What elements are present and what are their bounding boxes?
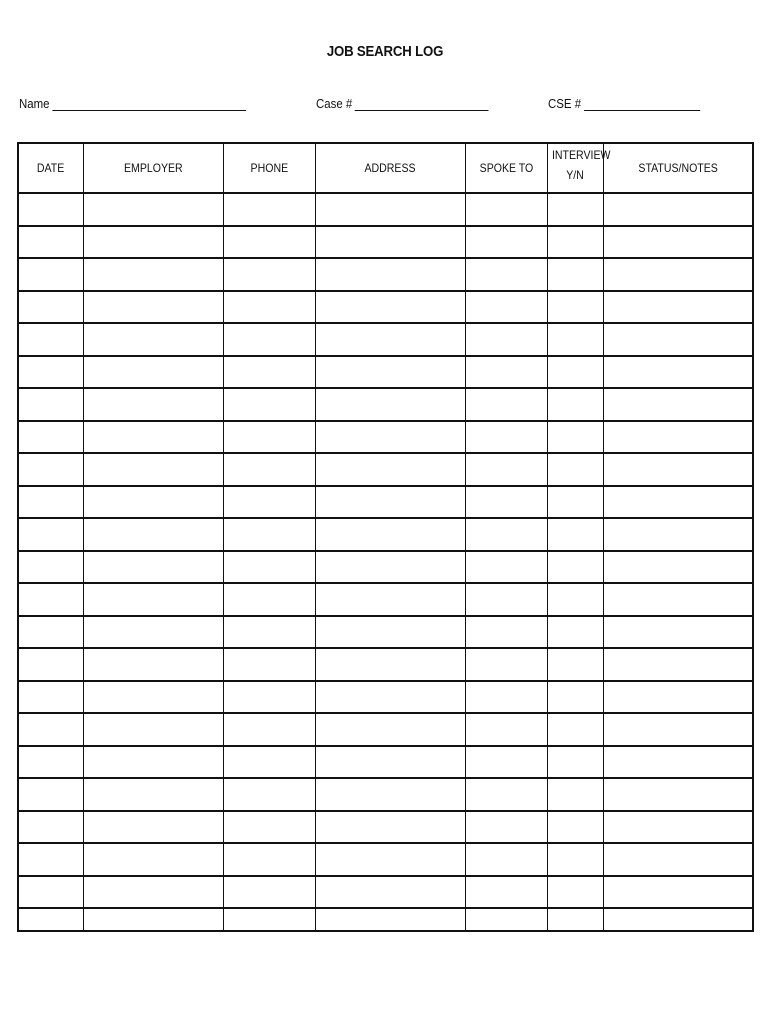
cell-spoke-to[interactable]: [465, 453, 547, 486]
cell-spoke-to[interactable]: [465, 193, 547, 226]
table-body: [18, 193, 753, 931]
cell-spoke-to[interactable]: [465, 713, 547, 746]
table-row: [18, 746, 753, 779]
column-header-phone: PHONE: [223, 143, 315, 193]
cell-employer[interactable]: [83, 421, 223, 454]
cell-address[interactable]: [315, 843, 465, 876]
table-row: [18, 193, 753, 226]
table-row: [18, 811, 753, 844]
cell-interview[interactable]: [547, 518, 603, 551]
cell-spoke-to[interactable]: [465, 908, 547, 931]
cell-address[interactable]: [315, 226, 465, 259]
cell-date[interactable]: [18, 551, 83, 584]
table-row: [18, 421, 753, 454]
cell-spoke-to[interactable]: [465, 811, 547, 844]
page-title: JOB SEARCH LOG: [326, 43, 444, 60]
cell-address[interactable]: [315, 681, 465, 714]
cell-status-notes[interactable]: [603, 876, 753, 909]
cell-phone[interactable]: [223, 193, 315, 226]
cell-spoke-to[interactable]: [465, 518, 547, 551]
cell-address[interactable]: [315, 258, 465, 291]
cell-spoke-to[interactable]: [465, 616, 547, 649]
cell-status-notes[interactable]: [603, 291, 753, 324]
table-row: [18, 713, 753, 746]
cell-interview[interactable]: [547, 811, 603, 844]
cell-spoke-to[interactable]: [465, 843, 547, 876]
cell-employer[interactable]: [83, 193, 223, 226]
cell-address[interactable]: [315, 811, 465, 844]
cell-date[interactable]: [18, 746, 83, 779]
cell-spoke-to[interactable]: [465, 876, 547, 909]
cell-interview[interactable]: [547, 421, 603, 454]
cell-address[interactable]: [315, 583, 465, 616]
table-row: [18, 518, 753, 551]
table-row: [18, 876, 753, 909]
case-blank-line[interactable]: [355, 96, 489, 111]
table-row: [18, 323, 753, 356]
column-header-spoke-to: SPOKE TO: [465, 143, 547, 193]
cell-employer[interactable]: [83, 746, 223, 779]
table-row: [18, 681, 753, 714]
cell-spoke-to[interactable]: [465, 388, 547, 421]
column-header-employer: EMPLOYER: [83, 143, 223, 193]
cell-phone[interactable]: [223, 583, 315, 616]
cell-address[interactable]: [315, 291, 465, 324]
cell-interview[interactable]: [547, 843, 603, 876]
table-row: [18, 453, 753, 486]
cse-label: CSE #: [548, 96, 582, 111]
cell-status-notes[interactable]: [603, 843, 753, 876]
table-row: [18, 291, 753, 324]
cell-date[interactable]: [18, 453, 83, 486]
cell-spoke-to[interactable]: [465, 583, 547, 616]
cell-phone[interactable]: [223, 323, 315, 356]
cell-employer[interactable]: [83, 616, 223, 649]
cell-phone[interactable]: [223, 681, 315, 714]
cse-blank-line[interactable]: [584, 96, 700, 111]
cell-phone[interactable]: [223, 843, 315, 876]
cell-status-notes[interactable]: [603, 518, 753, 551]
cell-status-notes[interactable]: [603, 778, 753, 811]
cell-spoke-to[interactable]: [465, 746, 547, 779]
table-row: [18, 356, 753, 389]
cell-address[interactable]: [315, 486, 465, 519]
cell-address[interactable]: [315, 421, 465, 454]
cell-interview[interactable]: [547, 453, 603, 486]
cell-address[interactable]: [315, 518, 465, 551]
column-header-date: DATE: [18, 143, 83, 193]
cell-phone[interactable]: [223, 453, 315, 486]
column-header-status-notes: STATUS/NOTES: [603, 143, 753, 193]
cell-address[interactable]: [315, 193, 465, 226]
cell-address[interactable]: [315, 648, 465, 681]
cell-date[interactable]: [18, 843, 83, 876]
cell-spoke-to[interactable]: [465, 356, 547, 389]
cell-interview[interactable]: [547, 648, 603, 681]
cell-status-notes[interactable]: [603, 551, 753, 584]
cell-date[interactable]: [18, 908, 83, 931]
cell-interview[interactable]: [547, 583, 603, 616]
cell-employer[interactable]: [83, 453, 223, 486]
cell-interview[interactable]: [547, 746, 603, 779]
cell-date[interactable]: [18, 648, 83, 681]
cell-address[interactable]: [315, 616, 465, 649]
cell-employer[interactable]: [83, 388, 223, 421]
cell-employer[interactable]: [83, 908, 223, 931]
cell-interview[interactable]: [547, 291, 603, 324]
cell-date[interactable]: [18, 616, 83, 649]
cell-phone[interactable]: [223, 226, 315, 259]
cell-status-notes[interactable]: [603, 258, 753, 291]
cell-employer[interactable]: [83, 258, 223, 291]
cell-phone[interactable]: [223, 811, 315, 844]
cell-address[interactable]: [315, 713, 465, 746]
table-row: [18, 648, 753, 681]
cell-date[interactable]: [18, 193, 83, 226]
interview-header-line2: Y/N: [566, 168, 584, 182]
cell-date[interactable]: [18, 713, 83, 746]
cell-status-notes[interactable]: [603, 226, 753, 259]
cell-employer[interactable]: [83, 876, 223, 909]
cell-address[interactable]: [315, 876, 465, 909]
column-header-address: ADDRESS: [315, 143, 465, 193]
cell-employer[interactable]: [83, 583, 223, 616]
column-header-interview: [547, 143, 610, 193]
table-row: [18, 258, 753, 291]
cell-interview[interactable]: [547, 388, 603, 421]
cell-employer[interactable]: [83, 518, 223, 551]
table-row: [18, 616, 753, 649]
cell-phone[interactable]: [223, 713, 315, 746]
cell-spoke-to[interactable]: [465, 551, 547, 584]
cell-employer[interactable]: [83, 811, 223, 844]
cell-interview[interactable]: [547, 551, 603, 584]
cell-date[interactable]: [18, 323, 83, 356]
cell-phone[interactable]: [223, 746, 315, 779]
cell-date[interactable]: [18, 681, 83, 714]
cell-interview[interactable]: [547, 778, 603, 811]
name-label: Name: [19, 96, 50, 111]
cell-status-notes[interactable]: [603, 713, 753, 746]
table-row: [18, 226, 753, 259]
cell-date[interactable]: [18, 518, 83, 551]
table-row: [18, 843, 753, 876]
cell-date[interactable]: [18, 876, 83, 909]
cell-date[interactable]: [18, 778, 83, 811]
cell-date[interactable]: [18, 421, 83, 454]
cell-spoke-to[interactable]: [465, 421, 547, 454]
interview-header-line1: INTERVIEW: [551, 148, 610, 162]
cell-spoke-to[interactable]: [465, 778, 547, 811]
cell-status-notes[interactable]: [603, 453, 753, 486]
cell-status-notes[interactable]: [603, 356, 753, 389]
cell-employer[interactable]: [83, 291, 223, 324]
job-search-log-table: [17, 142, 754, 932]
cell-status-notes[interactable]: [603, 193, 753, 226]
cell-status-notes[interactable]: [603, 583, 753, 616]
cell-status-notes[interactable]: [603, 746, 753, 779]
cell-address[interactable]: [315, 778, 465, 811]
table-header-row: [18, 143, 753, 193]
cell-phone[interactable]: [223, 388, 315, 421]
cell-status-notes[interactable]: [603, 811, 753, 844]
cell-employer[interactable]: [83, 681, 223, 714]
table-row: [18, 551, 753, 584]
cell-status-notes[interactable]: [603, 681, 753, 714]
cell-date[interactable]: [18, 811, 83, 844]
cell-phone[interactable]: [223, 551, 315, 584]
cell-date[interactable]: [18, 486, 83, 519]
cell-employer[interactable]: [83, 323, 223, 356]
cell-interview[interactable]: [547, 356, 603, 389]
cell-interview[interactable]: [547, 908, 603, 931]
cell-address[interactable]: [315, 453, 465, 486]
cell-date[interactable]: [18, 356, 83, 389]
cell-spoke-to[interactable]: [465, 226, 547, 259]
table-row: [18, 778, 753, 811]
cell-spoke-to[interactable]: [465, 486, 547, 519]
cell-phone[interactable]: [223, 356, 315, 389]
cell-phone[interactable]: [223, 648, 315, 681]
table-row: [18, 388, 753, 421]
cell-interview[interactable]: [547, 323, 603, 356]
cell-status-notes[interactable]: [603, 421, 753, 454]
cell-status-notes[interactable]: [603, 648, 753, 681]
name-blank-tail: [239, 96, 246, 111]
cell-interview[interactable]: [547, 681, 603, 714]
cell-status-notes[interactable]: [603, 616, 753, 649]
cell-spoke-to[interactable]: [465, 681, 547, 714]
cell-phone[interactable]: [223, 908, 315, 931]
cell-date[interactable]: [18, 291, 83, 324]
cell-address[interactable]: [315, 551, 465, 584]
cell-phone[interactable]: [223, 421, 315, 454]
cell-spoke-to[interactable]: [465, 648, 547, 681]
case-label: Case #: [316, 96, 353, 111]
cell-phone[interactable]: [223, 486, 315, 519]
cell-address[interactable]: [315, 746, 465, 779]
cell-phone[interactable]: [223, 258, 315, 291]
table-row: [18, 908, 753, 931]
cell-interview[interactable]: [547, 713, 603, 746]
cell-spoke-to[interactable]: [465, 258, 547, 291]
cell-phone[interactable]: [223, 778, 315, 811]
cell-address[interactable]: [315, 908, 465, 931]
cell-employer[interactable]: [83, 843, 223, 876]
cell-interview[interactable]: [547, 616, 603, 649]
table-row: [18, 583, 753, 616]
cell-interview[interactable]: [547, 258, 603, 291]
cell-date[interactable]: [18, 258, 83, 291]
cell-interview[interactable]: [547, 226, 603, 259]
cell-status-notes[interactable]: [603, 908, 753, 931]
cell-spoke-to[interactable]: [465, 291, 547, 324]
cell-phone[interactable]: [223, 518, 315, 551]
cell-interview[interactable]: [547, 876, 603, 909]
cell-date[interactable]: [18, 388, 83, 421]
cell-employer[interactable]: [83, 713, 223, 746]
cell-employer[interactable]: [83, 551, 223, 584]
cell-address[interactable]: [315, 356, 465, 389]
cell-employer[interactable]: [83, 486, 223, 519]
cell-date[interactable]: [18, 583, 83, 616]
cell-status-notes[interactable]: [603, 486, 753, 519]
cell-address[interactable]: [315, 323, 465, 356]
name-blank-line[interactable]: [52, 96, 239, 111]
cell-status-notes[interactable]: [603, 323, 753, 356]
cell-spoke-to[interactable]: [465, 323, 547, 356]
cell-interview[interactable]: [547, 486, 603, 519]
cell-status-notes[interactable]: [603, 388, 753, 421]
cell-address[interactable]: [315, 388, 465, 421]
cell-employer[interactable]: [83, 778, 223, 811]
table-row: [18, 486, 753, 519]
cell-interview[interactable]: [547, 193, 603, 226]
cell-phone[interactable]: [223, 291, 315, 324]
cell-phone[interactable]: [223, 876, 315, 909]
cell-employer[interactable]: [83, 648, 223, 681]
cell-employer[interactable]: [83, 226, 223, 259]
cell-employer[interactable]: [83, 356, 223, 389]
cell-date[interactable]: [18, 226, 83, 259]
cell-phone[interactable]: [223, 616, 315, 649]
